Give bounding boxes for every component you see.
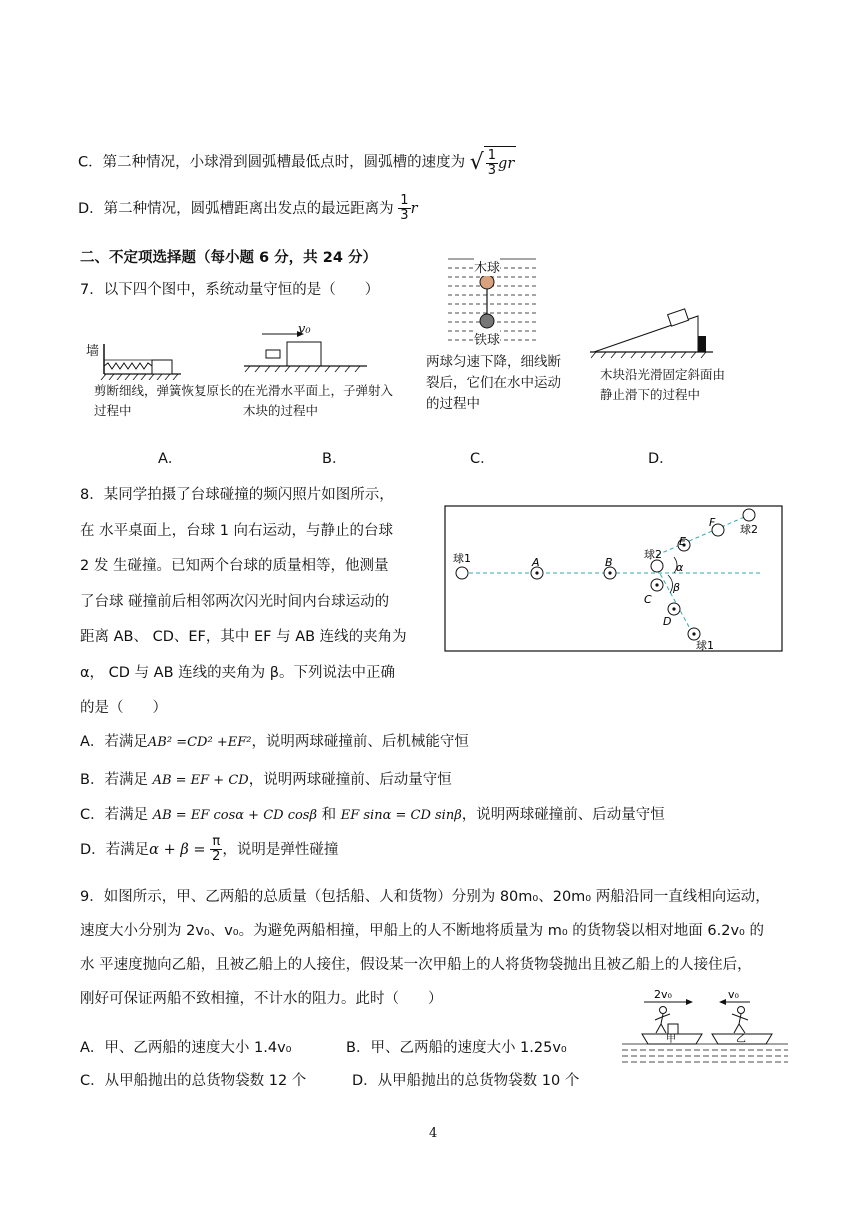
q9-option-c: C．从甲船抛出的总货物袋数 12 个: [80, 1073, 307, 1089]
q7-wall-label: 墙: [86, 344, 100, 359]
q7-iron-ball-label: 铁球: [474, 329, 500, 348]
q9-boats-figure: [620, 986, 790, 1066]
q7-option-d: D．: [648, 451, 674, 467]
q7-figure-a: [86, 336, 186, 380]
q7-option-a: A．: [158, 451, 183, 467]
q9-boat-right-label: 乙: [736, 1034, 746, 1045]
q8-billiard-figure: [444, 505, 784, 653]
q7-figure-d: [588, 306, 718, 360]
q8-label-ball2: 球2: [644, 548, 662, 561]
q9-option-b: B．甲、乙两船的速度大小 1.25v₀: [346, 1040, 567, 1056]
q8-label-ball2-end: 球2: [740, 523, 758, 536]
q8-stem-line: 了台球 碰撞前后相邻两次闪光时间内台球运动的: [80, 593, 390, 610]
q8-label-alpha: α: [676, 561, 684, 574]
q9-stem-line: 9．如图所示，甲、乙两船的总质量（包括船、人和货物）分别为 80m₀、20m₀ 两船沿同一直线相向运动，: [80, 889, 770, 905]
q8-label-b: B: [605, 556, 613, 569]
q8-stem-line: 距离 AB、 CD、EF，其中 EF 与 AB 连线的夹角为: [80, 629, 407, 645]
section-title: 二、不定项选择题（每小题 6 分，共 24 分）: [80, 250, 377, 266]
q8-option-d: D．若满足α + β = $\frac{\pi}{2}$ ，说明是弹性碰撞: [80, 834, 339, 865]
q8-label-ball1-end: 球1: [696, 639, 714, 652]
q8-stem-line: 8．某同学拍摄了台球碰撞的频闪照片如图所示，: [80, 487, 394, 503]
q9-option-a: A．甲、乙两船的速度大小 1.4v₀: [80, 1040, 292, 1056]
page-number: 4: [429, 1126, 438, 1141]
q9-stem-line: 水 平速度抛向乙船，且被乙船上的人接住，假设某一次甲船上的人将货物袋抛出且被乙船上的人接住后，: [80, 957, 752, 973]
q7-stem: 7．以下四个图中，系统动量守恒的是（ ）: [80, 282, 380, 298]
q8-stem-line: α， CD 与 AB 连线的夹角为 β。下列说法中正确: [80, 664, 396, 681]
q8-stem: [80, 478, 425, 727]
q8-stem-line: 的是（ ）: [80, 700, 167, 716]
q7-caption-a: 剪断细线，弹簧恢复原长的过程中: [94, 383, 245, 418]
q7-caption-c: 两球匀速下降，细线断裂后，它们在水中运动的过程中: [426, 354, 561, 412]
q8-stem-line: 2 发 生碰撞。已知两个台球的质量相等，他测量: [80, 558, 389, 574]
q8-label-beta: β: [673, 581, 681, 594]
q7-option-b: B．: [322, 451, 347, 467]
q9-option-d: D．从甲船抛出的总货物袋数 10 个: [352, 1073, 580, 1089]
q8-option-c: C．若满足 AB = EF cosα + CD cosβ 和 EF sinα = CD sinβ，说明两球碰撞前、后动量守恒: [80, 807, 665, 823]
q8-label-ball1: 球1: [453, 552, 471, 565]
q8-stem-line: 在 水平桌面上，台球 1 向右运动，与静止的台球: [80, 522, 394, 539]
q8-option-b: B．若满足 AB = EF + CD，说明两球碰撞前、后动量守恒: [80, 772, 452, 788]
q8-label-d: D: [663, 615, 672, 628]
q8-label-c: C: [644, 593, 652, 606]
q6-option-d: D．第二种情况，圆弧槽距离出发点的最远距离为 $\frac{1}{3}$ r: [78, 193, 418, 224]
q9-boat-left-label: 甲: [666, 1034, 676, 1045]
q7-caption-d: 木块沿光滑固定斜面由静止滑下的过程中: [600, 367, 726, 402]
q7-v0-label: v₀: [298, 322, 311, 337]
q6-option-c: C．第二种情况，小球滑到圆弧槽最低点时，圆弧槽的速度为 √ $\frac{1}{3}$ gr: [78, 148, 515, 179]
q9-v-right-label: v₀: [728, 988, 739, 1001]
q8-option-a: A．若满足AB² =CD² +EF²，说明两球碰撞前、后机械能守恒: [80, 734, 469, 750]
q8-label-f: F: [709, 516, 716, 529]
q7-option-c: C．: [470, 451, 495, 467]
q7-caption-b: 在光滑水平面上，子弹射入木块的过程中: [243, 383, 394, 418]
q8-label-e: E: [679, 535, 686, 548]
q9-v-left-label: 2v₀: [654, 988, 672, 1001]
q9-stem-line: 速度大小分别为 2v₀、v₀。为避免两船相撞，甲船上的人不断地将质量为 m₀ 的货物袋以相对地面 6.2v₀ 的: [80, 923, 764, 939]
q8-label-a: A: [532, 556, 540, 569]
q9-stem-line: 刚好可保证两船不致相撞，不计水的阻力。此时（ ）: [80, 991, 443, 1007]
q7-wood-ball-label: 木球: [474, 257, 500, 276]
